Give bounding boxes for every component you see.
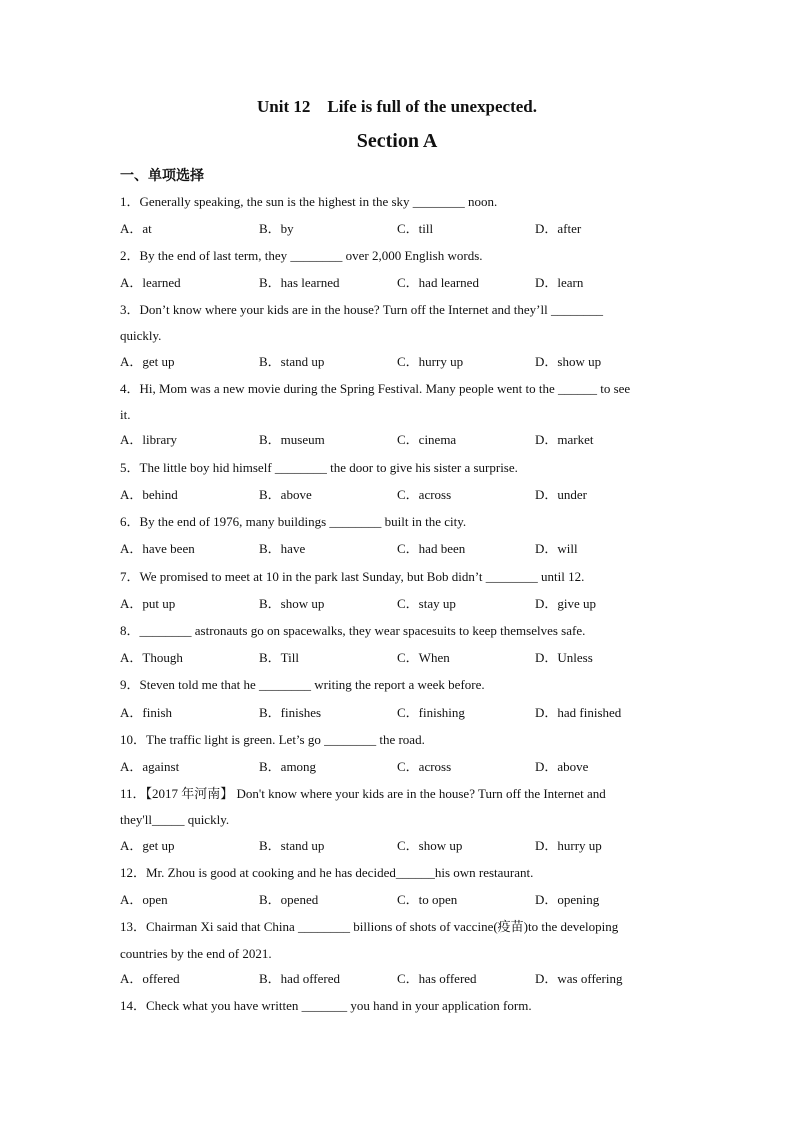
option-b: B．museum <box>259 432 325 447</box>
question-6-options <box>120 541 680 557</box>
option-b: B．opened <box>259 892 319 907</box>
option-b: B．by <box>259 221 294 236</box>
option-c: C．When <box>397 650 450 665</box>
option-c: C．stay up <box>397 596 456 611</box>
option-d: D．after <box>535 221 582 236</box>
option-d: D．give up <box>535 596 597 611</box>
option-a: A．get up <box>120 354 175 369</box>
option-a: A．behind <box>120 487 178 502</box>
option-a: A．open <box>120 892 168 907</box>
option-b: B．above <box>259 487 312 502</box>
question-5-text: 5．The little boy hid himself ________ the door to give his sister a surprise. <box>120 460 518 475</box>
option-c: C．hurry up <box>397 354 464 369</box>
option-d: D．show up <box>535 354 602 369</box>
option-a: A．library <box>120 432 178 447</box>
question-14-text: 14．Check what you have written _______ you hand in your application form. <box>120 998 532 1013</box>
option-c: C．had been <box>397 541 466 556</box>
question-12-options <box>120 892 680 908</box>
option-d: D．had finished <box>535 705 622 720</box>
option-a: A．get up <box>120 838 175 853</box>
question-5-options <box>120 487 680 503</box>
option-d: D．hurry up <box>535 838 602 853</box>
option-a: A．Though <box>120 650 183 665</box>
option-b: B．among <box>259 759 317 774</box>
option-b: B．has learned <box>259 275 340 290</box>
question-4-text-cont: it. <box>120 407 131 422</box>
option-a: A．against <box>120 759 180 774</box>
question-13-text: 13．Chairman Xi said that China ________ billions of shots of vaccine(疫苗)to the developing <box>120 919 619 934</box>
question-4-options <box>120 432 680 448</box>
question-13-text-cont: countries by the end of 2021. <box>120 946 272 961</box>
option-b: B．Till <box>259 650 299 665</box>
option-d: D．opening <box>535 892 600 907</box>
option-d: D．above <box>535 759 589 774</box>
option-a: A．at <box>120 221 152 236</box>
option-a: A．learned <box>120 275 181 290</box>
option-b: B．finishes <box>259 705 322 720</box>
question-13-options <box>120 971 680 987</box>
question-2-options <box>120 275 680 291</box>
question-10-text: 10．The traffic light is green. Let’s go ________ the road. <box>120 732 425 747</box>
option-c: C．across <box>397 487 452 502</box>
option-d: D．will <box>535 541 578 556</box>
question-9-text: 9．Steven told me that he ________ writing the report a week before. <box>120 677 485 692</box>
question-11-text: 11．【2017 年河南】 Don't know where your kids are in the house? Turn off the Internet and <box>120 786 606 801</box>
question-8-text: 8．________ astronauts go on spacewalks, they wear spacesuits to keep themselves safe. <box>120 623 586 638</box>
option-c: C．had learned <box>397 275 479 290</box>
option-d: D．under <box>535 487 587 502</box>
question-11-options <box>120 838 680 854</box>
option-b: B．had offered <box>259 971 340 986</box>
option-c: C．to open <box>397 892 458 907</box>
question-11-text-cont: they'll_____ quickly. <box>120 812 230 827</box>
question-2-text: 2．By the end of last term, they ________ over 2,000 English words. <box>120 248 483 263</box>
question-10-options <box>120 759 680 775</box>
question-3-text: 3．Don’t know where your kids are in the house? Turn off the Internet and they’ll ________ <box>120 302 603 317</box>
option-d: D．learn <box>535 275 584 290</box>
question-6-text: 6．By the end of 1976, many buildings ________ built in the city. <box>120 514 467 529</box>
option-a: A．finish <box>120 705 173 720</box>
option-b: B．have <box>259 541 306 556</box>
option-d: D．market <box>535 432 594 447</box>
option-b: B．stand up <box>259 354 325 369</box>
option-c: C．till <box>397 221 434 236</box>
option-c: C．show up <box>397 838 463 853</box>
option-d: D．Unless <box>535 650 593 665</box>
option-b: B．show up <box>259 596 325 611</box>
section-heading: 一、单项选择 <box>120 168 204 184</box>
question-7-options <box>120 596 680 612</box>
option-c: C．across <box>397 759 452 774</box>
option-c: C．cinema <box>397 432 457 447</box>
question-12-text: 12．Mr. Zhou is good at cooking and he has decided______his own restaurant. <box>120 865 534 880</box>
question-4-text: 4．Hi, Mom was a new movie during the Spring Festival. Many people went to the ______ to see <box>120 381 631 396</box>
option-a: A．have been <box>120 541 195 556</box>
question-9-options <box>120 705 680 721</box>
unit-title: Unit 12 Life is full of the unexpected. <box>256 97 538 116</box>
option-c: C．has offered <box>397 971 477 986</box>
option-a: A．put up <box>120 596 176 611</box>
option-c: C．finishing <box>397 705 465 720</box>
option-b: B．stand up <box>259 838 325 853</box>
question-3-options <box>120 354 680 370</box>
option-d: D．was offering <box>535 971 623 986</box>
question-1-options <box>120 221 680 237</box>
option-a: A．offered <box>120 971 180 986</box>
section-title: Section A <box>356 130 438 152</box>
question-3-text-cont: quickly. <box>120 328 162 343</box>
question-7-text: 7．We promised to meet at 10 in the park last Sunday, but Bob didn’t ________ until 12. <box>120 569 585 584</box>
question-8-options <box>120 650 680 666</box>
question-1-text: 1．Generally speaking, the sun is the highest in the sky ________ noon. <box>120 194 498 209</box>
